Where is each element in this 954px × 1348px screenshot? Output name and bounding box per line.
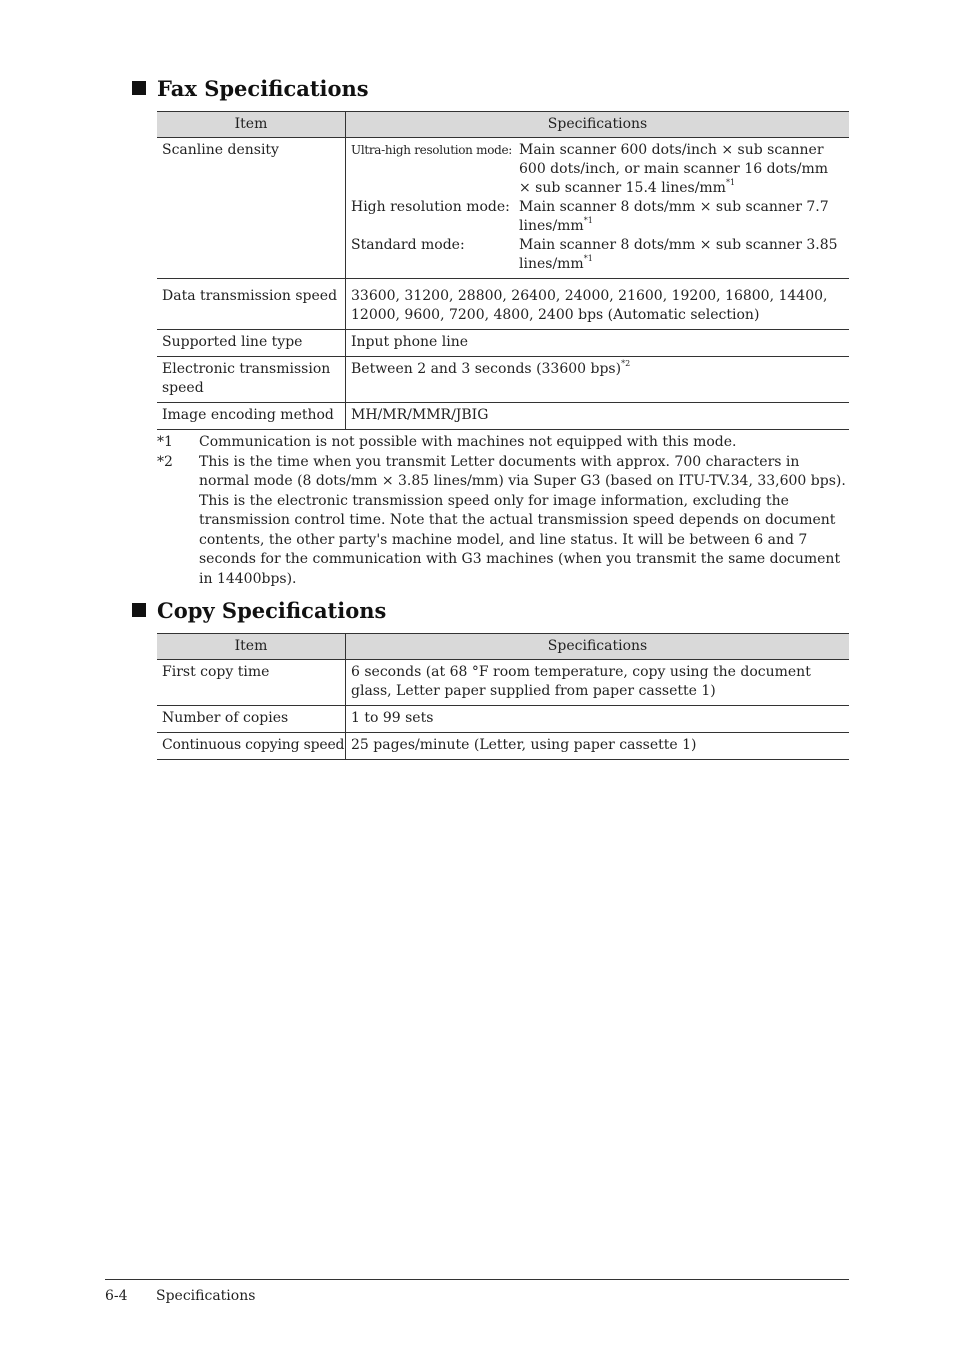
column-header-item: Item xyxy=(157,112,346,138)
note-ref: *1 xyxy=(725,178,736,187)
footer-section: Specifications xyxy=(156,1288,256,1304)
table-row xyxy=(157,279,849,330)
fax-spec-table xyxy=(157,111,849,430)
scanline-modes xyxy=(346,138,850,279)
table-header-row xyxy=(157,634,849,660)
mode-value-ultra: Main scanner 600 dots/inch × sub scanner 600 dots/inch, or main scanner 16 dots/mm × sub scanner 15.4 lines/$mm^{*1}$ xyxy=(519,142,829,196)
footnote-text: This is the time when you transmit Letter documents with approx. 700 characters in normal mode (8 dots/mm × 3.85 lines/mm) via Super G3 (based on ITU-TV.34, 33,600 bps). This is the electronic transmission speed only for image information, excluding the transmission control time. Note that the actual transmission speed depends on document contents, the other party's machine model, and line status. It will be between 6 and 7 seconds for the communication with G3 machines (when you transmit the same document in 14400bps). xyxy=(199,453,846,587)
copy-spec-table xyxy=(157,633,849,760)
table-row xyxy=(157,660,849,706)
table-row xyxy=(157,330,849,357)
row-label-data-speed: Data transmission speed xyxy=(157,279,346,330)
footnote-text: Communication is not possible with machines not equipped with this mode. xyxy=(199,434,737,450)
mode-value-standard: Main scanner 8 dots/mm × sub scanner 3.85 lines/$mm^{*1}$ xyxy=(519,237,838,272)
copy-specifications-heading xyxy=(132,598,386,624)
fax-notes xyxy=(157,433,852,589)
footer-divider xyxy=(105,1279,849,1280)
table-row xyxy=(157,357,849,403)
row-label-line-type: Supported line type xyxy=(157,330,346,357)
row-label-first-copy: First copy time xyxy=(157,660,346,706)
row-label-continuous-speed: Continuous copying speed xyxy=(157,733,346,760)
row-label-scanline: Scanline density xyxy=(157,138,346,279)
footnote-mark: *1 xyxy=(157,434,173,450)
note-ref: *1 xyxy=(583,254,593,263)
footnote-mark: *2 xyxy=(157,453,173,470)
square-bullet-icon xyxy=(132,603,146,617)
row-value-number-of-copies: 1 to 99 sets xyxy=(346,706,850,733)
column-header-specifications: Specifications xyxy=(346,634,850,660)
row-value-first-copy: 6 seconds (at 68 °F room temperature, copy using the document glass, Letter paper supplied from paper cassette 1) xyxy=(346,660,850,706)
mode-label-ultra: Ultra-high resolution mode: xyxy=(351,143,513,157)
row-value-data-speed: 33600, 31200, 28800, 26400, 24000, 21600, 19200, 16800, 14400, 12000, 9600, 7200, 4800, 2400 bps (Automatic selection) xyxy=(346,279,850,330)
table-row xyxy=(157,403,849,430)
table-row xyxy=(157,706,849,733)
mode-label-high: High resolution mode: xyxy=(351,199,510,215)
row-value-encoding: MH/MR/MMR/JBIG xyxy=(346,403,850,430)
mode-label-standard: Standard mode: xyxy=(351,237,465,253)
fax-title: Fax Specifications xyxy=(157,76,369,101)
footnote xyxy=(157,433,852,453)
row-value-line-type: Input phone line xyxy=(346,330,850,357)
table-header-row xyxy=(157,112,849,138)
footnote xyxy=(157,453,852,590)
row-value-electronic: Between 2 and 3 seconds (33600 bps)$^{*2}$ xyxy=(346,357,850,403)
row-label-number-of-copies: Number of copies xyxy=(157,706,346,733)
copy-title: Copy Specifications xyxy=(157,598,387,623)
row-label-encoding: Image encoding method xyxy=(157,403,346,430)
row-label-electronic: Electronic transmission speed xyxy=(157,357,346,403)
column-header-item: Item xyxy=(157,634,346,660)
row-value-continuous-speed: 25 pages/minute (Letter, using paper cassette 1) xyxy=(346,733,850,760)
square-bullet-icon xyxy=(132,81,146,95)
column-header-specifications: Specifications xyxy=(346,112,850,138)
note-ref: *2 xyxy=(621,359,631,368)
table-row xyxy=(157,138,849,279)
page-number: 6-4 xyxy=(105,1288,128,1304)
mode-value-high: Main scanner 8 dots/mm × sub scanner 7.7 lines/$mm^{*1}$ xyxy=(519,199,829,234)
fax-specifications-heading xyxy=(132,76,369,102)
table-row xyxy=(157,733,849,760)
page-footer xyxy=(105,1287,255,1306)
note-ref: *1 xyxy=(583,216,593,225)
